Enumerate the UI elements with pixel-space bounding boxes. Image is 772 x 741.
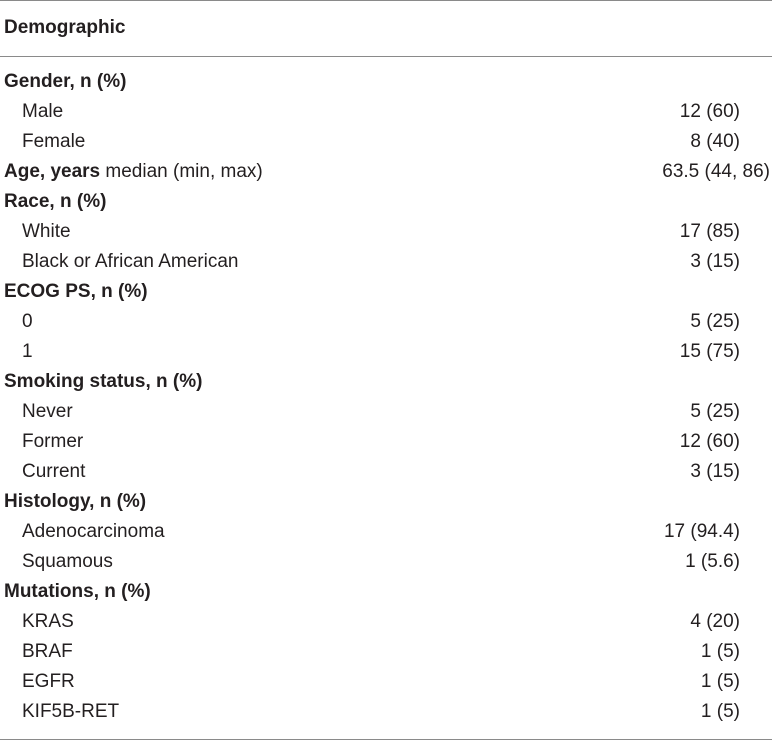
table-bottom-rule (0, 739, 772, 740)
row-label: Adenocarcinoma (22, 521, 165, 542)
table-row (0, 487, 772, 517)
row-value: 5 (25) (690, 401, 740, 422)
row-label-rest: median (min, max) (100, 161, 263, 182)
row-value: 12 (60) (679, 431, 740, 452)
table-row (0, 157, 772, 187)
table-row (0, 517, 772, 547)
row-label: Current (22, 461, 86, 482)
table-row (0, 457, 772, 487)
row-label: Smoking status, n (%) (4, 371, 203, 392)
row-label: BRAF (22, 641, 73, 662)
row-value: 8 (40) (690, 131, 740, 152)
table-row (0, 547, 772, 577)
row-value: 1 (5.6) (685, 551, 740, 572)
table-row (0, 67, 772, 97)
row-label: Former (22, 431, 84, 452)
table-row (0, 367, 772, 397)
row-label: Male (22, 101, 64, 122)
table-body (0, 67, 772, 727)
row-value: 17 (94.4) (663, 521, 740, 542)
row-value: 1 (5) (700, 701, 740, 722)
table-header-demographic: Demographic (4, 17, 126, 38)
row-label: KIF5B-RET (22, 701, 120, 722)
row-value: 12 (60) (679, 101, 740, 122)
table-row (0, 247, 772, 277)
row-label: KRAS (22, 611, 74, 632)
table-row (0, 307, 772, 337)
row-value: 5 (25) (690, 311, 740, 332)
row-value: 3 (15) (690, 461, 740, 482)
table-row (0, 127, 772, 157)
row-value: 4 (20) (690, 611, 740, 632)
table-row (0, 97, 772, 127)
table-row (0, 427, 772, 457)
row-label: Histology, n (%) (4, 491, 147, 512)
table-row (0, 217, 772, 247)
row-label: Squamous (22, 551, 113, 572)
table-row (0, 607, 772, 637)
row-label: Never (22, 401, 73, 422)
table-row (0, 277, 772, 307)
row-label: EGFR (22, 671, 75, 692)
row-label: Female (22, 131, 86, 152)
row-label: Mutations, n (%) (4, 581, 151, 602)
row-label: 0 (22, 311, 33, 332)
row-value: 3 (15) (690, 251, 740, 272)
table-row (0, 697, 772, 727)
row-label (4, 157, 263, 187)
row-value: 17 (85) (679, 221, 740, 242)
table-row (0, 577, 772, 607)
table-header-rule (0, 56, 772, 57)
row-value: 15 (75) (679, 341, 740, 362)
row-label-bold: Age, years (4, 161, 101, 182)
row-value: 1 (5) (700, 671, 740, 692)
table-row (0, 397, 772, 427)
table-row (0, 637, 772, 667)
table-top-rule (0, 0, 772, 1)
row-value: 1 (5) (700, 641, 740, 662)
row-label: Race, n (%) (4, 191, 107, 212)
row-label: 1 (22, 341, 33, 362)
row-label: Black or African American (22, 251, 239, 272)
row-label: Gender, n (%) (4, 71, 127, 92)
row-label: White (22, 221, 71, 242)
table-row (0, 337, 772, 367)
table-row (0, 667, 772, 697)
row-label: ECOG PS, n (%) (4, 281, 148, 302)
row-value: 63.5 (44, 86) (662, 161, 770, 182)
table-row (0, 187, 772, 217)
